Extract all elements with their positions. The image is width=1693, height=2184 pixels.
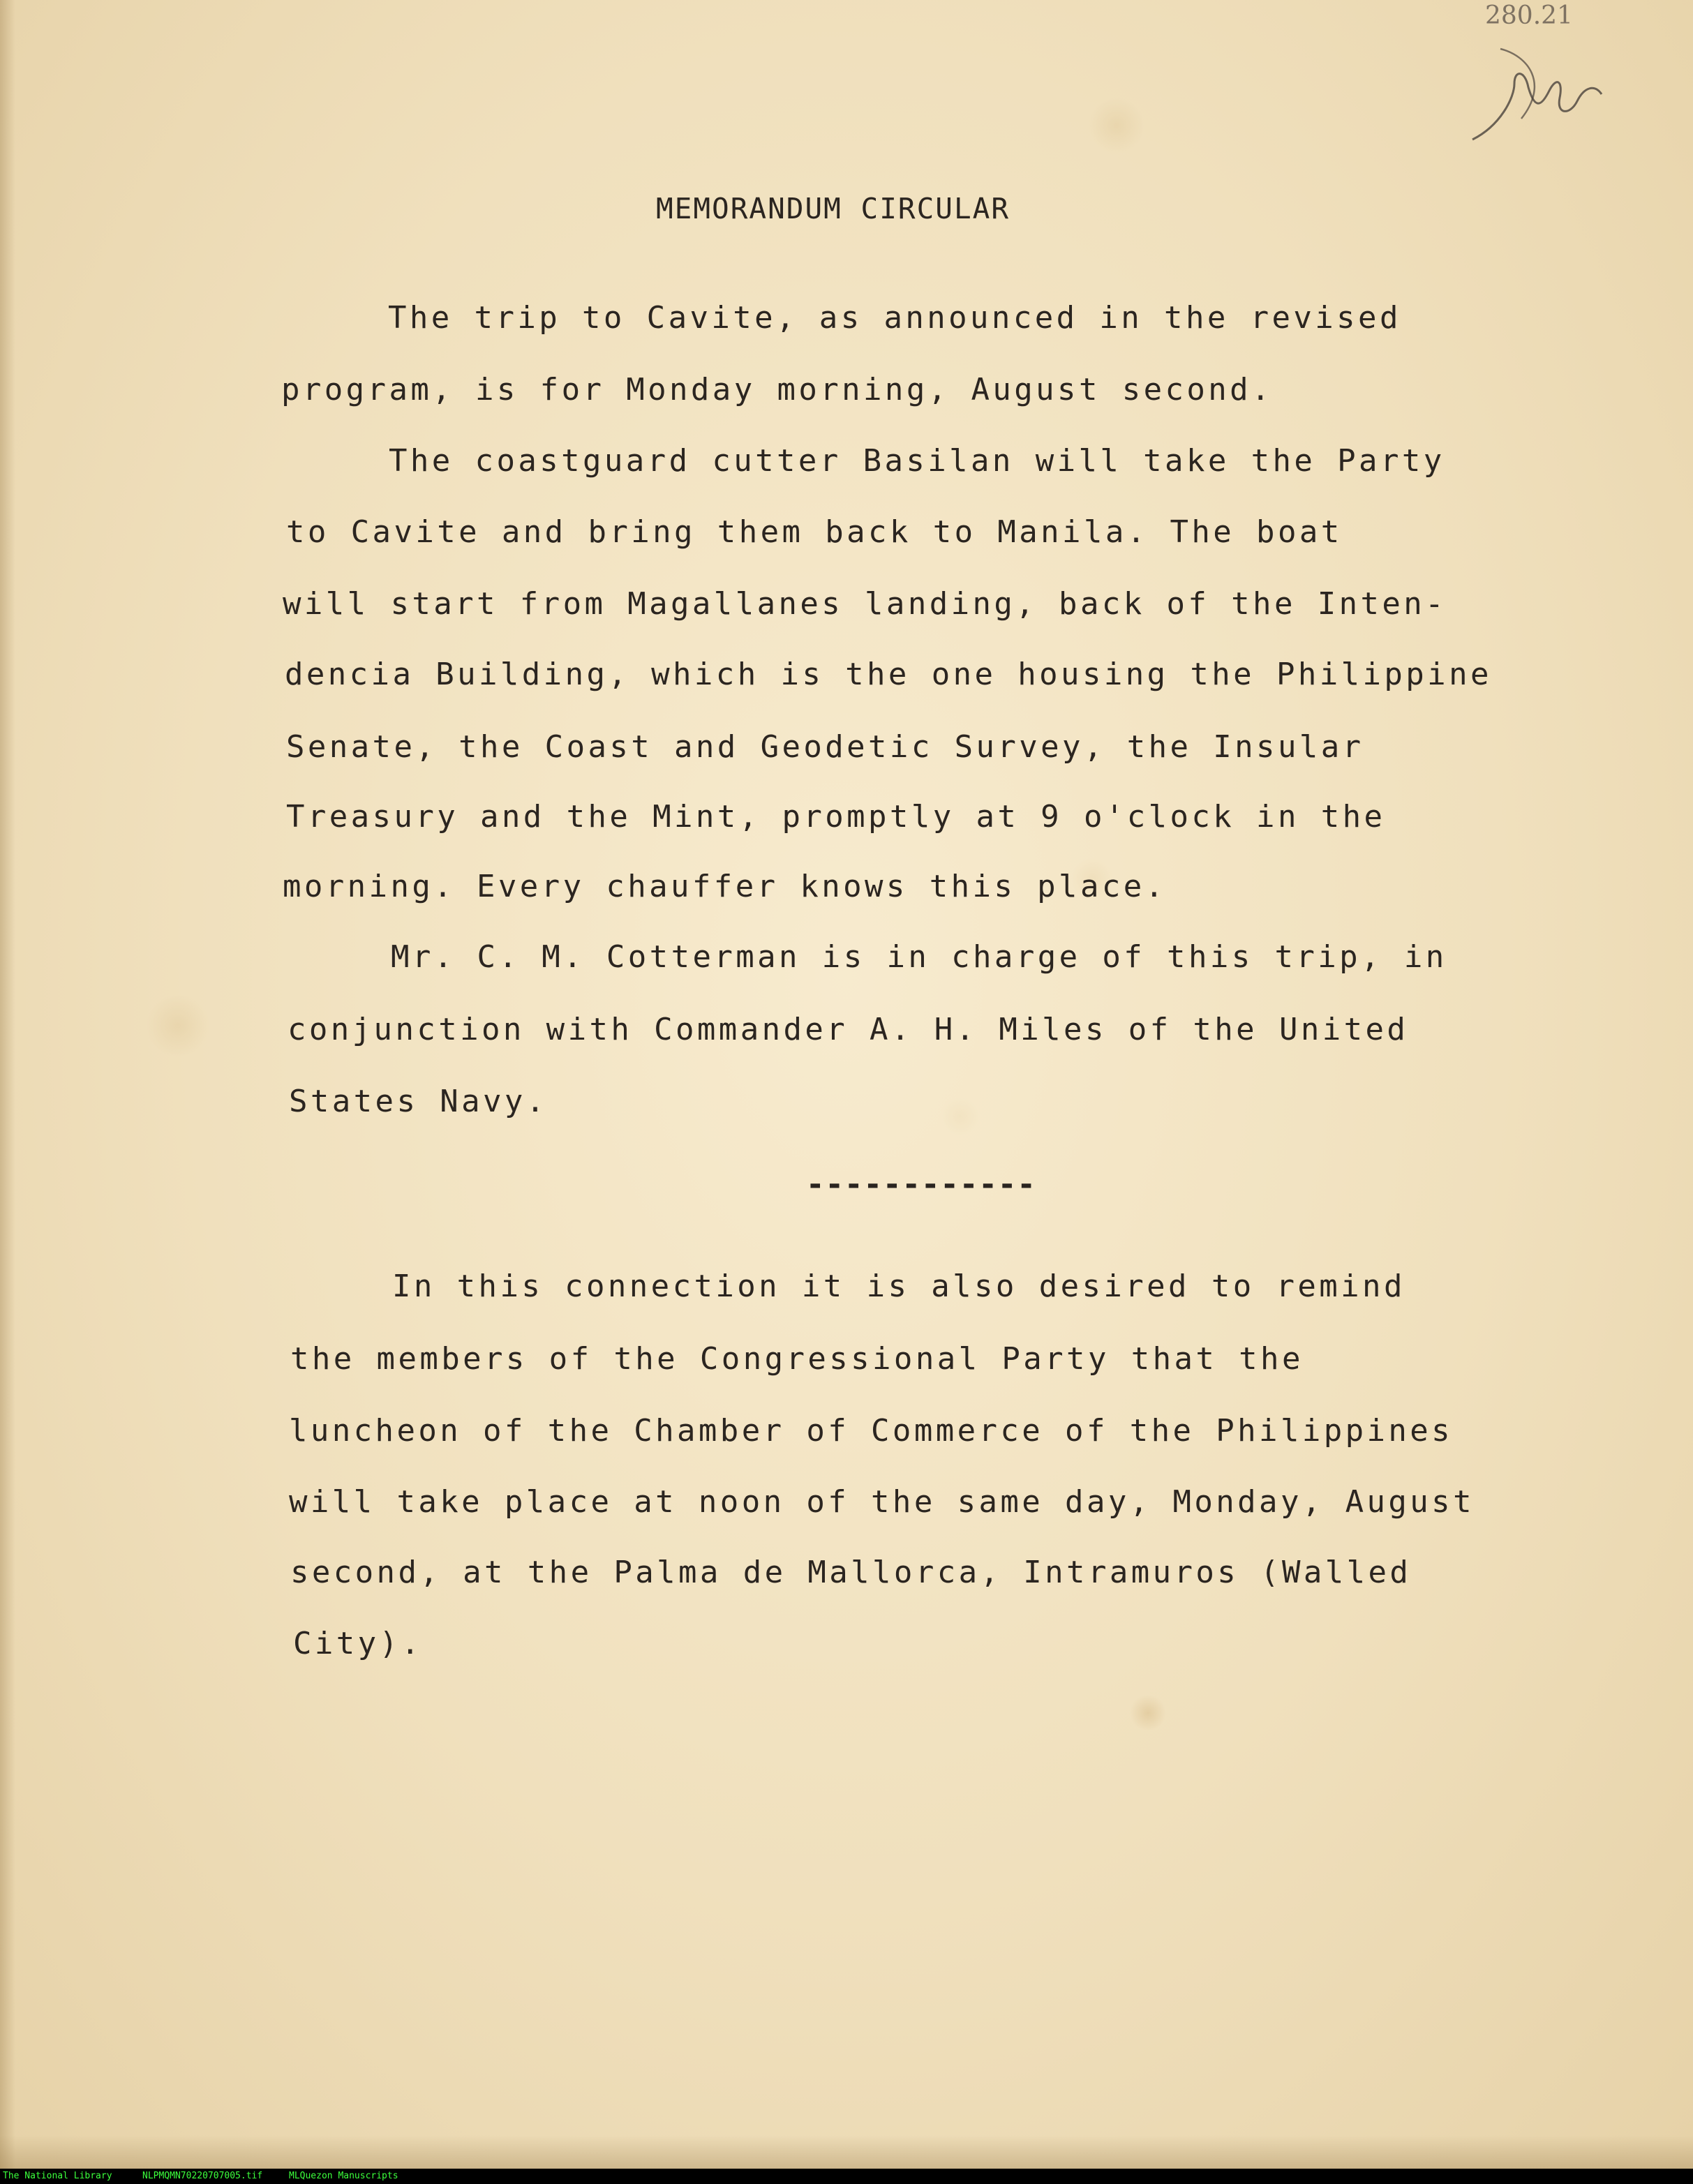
footer-library: The National Library	[3, 2171, 112, 2181]
paragraph-4-line-6: City).	[293, 1626, 423, 1661]
scan-footer-bar	[0, 2169, 1693, 2184]
paragraph-2-line-1: The coastguard cutter Basilan will take the Party	[389, 443, 1445, 479]
handwritten-number: 280.21	[1485, 1, 1573, 30]
paragraph-4-line-1: In this connection it is also desired to remind	[392, 1269, 1405, 1304]
paragraph-4-line-3: luncheon of the Chamber of Commerce of the Philippines	[289, 1413, 1454, 1449]
paragraph-3-line-2: conjunction with Commander A. H. Miles of the United	[288, 1012, 1409, 1047]
paragraph-4-line-2: the members of the Congressional Party that the	[290, 1341, 1304, 1377]
paragraph-2-line-7: morning. Every chauffer knows this place.	[283, 869, 1167, 904]
paragraph-1-line-1: The trip to Cavite, as announced in the revised	[388, 300, 1401, 336]
paragraph-1-line-2: program, is for Monday morning, August second.	[281, 372, 1273, 407]
page-edge-shadow-bottom	[0, 2135, 1693, 2169]
footer-collection: MLQuezon Manuscripts	[289, 2171, 398, 2181]
paragraph-3-line-3: States Navy.	[289, 1084, 548, 1119]
paragraph-3-line-1: Mr. C. M. Cotterman is in charge of this trip, in	[391, 939, 1447, 975]
memo-title: MEMORANDUM CIRCULAR	[656, 192, 1010, 225]
section-divider: ------------	[806, 1167, 1036, 1202]
paragraph-2-line-3: will start from Magallanes landing, back of the Inten-	[283, 586, 1447, 622]
handwritten-note	[1459, 0, 1605, 154]
page-edge-shadow-left	[0, 0, 15, 2169]
paragraph-2-line-5: Senate, the Coast and Geodetic Survey, the Insular	[286, 729, 1364, 765]
paragraph-4-line-4: will take place at noon of the same day, Monday, August	[289, 1484, 1475, 1520]
paragraph-2-line-4: dencia Building, which is the one housing the Philippine	[285, 657, 1492, 692]
paragraph-4-line-5: second, at the Palma de Mallorca, Intramuros (Walled	[290, 1555, 1412, 1590]
paragraph-2-line-2: to Cavite and bring them back to Manila. The boat	[286, 514, 1343, 550]
footer-filename: NLPMQMN70220707005.tif	[142, 2171, 263, 2181]
paragraph-2-line-6: Treasury and the Mint, promptly at 9 o'clock in the	[286, 799, 1386, 835]
